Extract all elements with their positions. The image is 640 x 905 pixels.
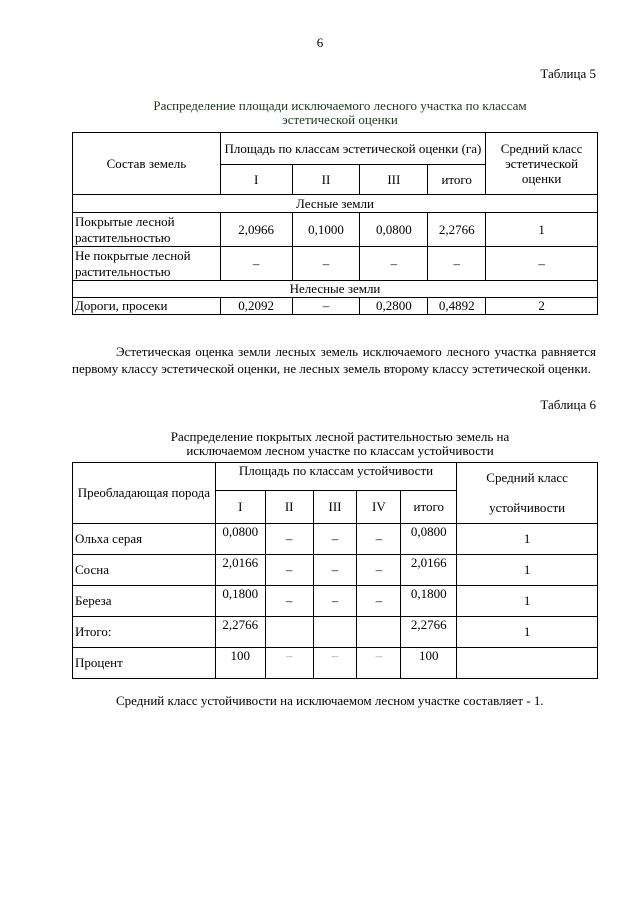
table-cell: – — [292, 247, 360, 281]
table-cell: – — [265, 555, 313, 586]
table-cell — [313, 617, 357, 648]
table6-subcol-4: IV — [357, 491, 401, 524]
table6-row2-name: Сосна — [73, 555, 216, 586]
table-row — [73, 586, 598, 617]
table6-header-area: Площадь по классам устойчивости — [215, 463, 456, 491]
table-row — [73, 617, 598, 648]
table6-row1-name: Ольха серая — [73, 524, 216, 555]
table-row — [73, 247, 598, 281]
table-cell: – — [360, 247, 428, 281]
table-cell: – — [220, 247, 292, 281]
table-row — [73, 555, 598, 586]
table-cell: 0,2800 — [360, 298, 428, 315]
table6-subcol-2: II — [265, 491, 313, 524]
table6-title — [60, 430, 620, 458]
table6-header-avg-class — [457, 463, 598, 524]
table-cell: – — [313, 586, 357, 617]
table-cell: 1 — [486, 213, 598, 247]
table-cell: 0,0800 — [360, 213, 428, 247]
table6-title-line2: исключаемом лесном участке по классам устойчивости — [186, 443, 494, 458]
table6-label: Таблица 6 — [540, 397, 596, 412]
table-row — [73, 213, 598, 247]
table-cell: 2,2766 — [401, 617, 457, 648]
table-cell: 100 — [215, 648, 265, 679]
table-cell: 2,2766 — [215, 617, 265, 648]
table-cell: – — [265, 586, 313, 617]
table5-label: Таблица 5 — [540, 66, 596, 81]
table-cell: 100 — [401, 648, 457, 679]
table6-header-species: Преобладающая порода — [73, 463, 216, 524]
table6-header-avg-line2: устойчивости — [489, 500, 566, 515]
table-cell: – — [313, 648, 357, 679]
table-cell: 2,2766 — [428, 213, 486, 247]
table-cell: 2,0966 — [220, 213, 292, 247]
table5-section-nonforest: Нелесные земли — [73, 281, 598, 298]
table-cell: 0,1000 — [292, 213, 360, 247]
table5-subcol-1: I — [220, 165, 292, 195]
table-cell: 0,0800 — [401, 524, 457, 555]
table6-row4-name: Итого: — [73, 617, 216, 648]
table5-header-area: Площадь по классам эстетической оценки (га) — [220, 133, 485, 165]
table-row — [73, 648, 598, 679]
table5-title-line1: Распределение площади исключаемого лесного участка по классам — [153, 98, 527, 113]
table-cell: – — [428, 247, 486, 281]
table5-title — [80, 99, 600, 127]
table-cell: 0,1800 — [401, 586, 457, 617]
table-cell: 2,0166 — [215, 555, 265, 586]
table6-subcol-total: итого — [401, 491, 457, 524]
table-cell: 0,1800 — [215, 586, 265, 617]
table5-row3-name: Дороги, просеки — [73, 298, 221, 315]
table-cell: – — [357, 524, 401, 555]
table5-section-forest: Лесные земли — [73, 195, 598, 213]
table-cell: – — [357, 555, 401, 586]
table-cell: – — [357, 648, 401, 679]
table-cell: – — [357, 586, 401, 617]
table6-header-avg-line1: Средний класс — [486, 470, 568, 485]
table5-row2-name: Не покрытые лесной растительностью — [73, 247, 221, 281]
table-cell: 0,4892 — [428, 298, 486, 315]
table5 — [72, 132, 598, 315]
table-cell: 2,0166 — [401, 555, 457, 586]
table5-header-composition: Состав земель — [73, 133, 221, 195]
table-row — [73, 298, 598, 315]
table-row — [73, 524, 598, 555]
table-cell: 1 — [457, 586, 598, 617]
table-cell: 0,2092 — [220, 298, 292, 315]
table5-subcol-2: II — [292, 165, 360, 195]
table6-subcol-1: I — [215, 491, 265, 524]
table6-subcol-3: III — [313, 491, 357, 524]
table5-row1-name: Покрытые лесной растительностью — [73, 213, 221, 247]
table-cell: – — [313, 524, 357, 555]
table-cell: 2 — [486, 298, 598, 315]
table6 — [72, 462, 598, 679]
table5-subcol-3: III — [360, 165, 428, 195]
table6-title-line1: Распределение покрытых лесной растительностью земель на — [170, 429, 510, 444]
table-cell: – — [486, 247, 598, 281]
page-number: 6 — [316, 35, 324, 50]
table-cell — [265, 617, 313, 648]
paragraph-aesthetic: Эстетическая оценка земли лесных земель исключаемого лесного участка равняется первому классу эстетической оценки, не лесных земель второму классу эстетической оценки. — [72, 344, 596, 376]
table-cell: – — [313, 555, 357, 586]
paragraph-stability: Средний класс устойчивости на исключаемом лесном участке составляет - 1. — [116, 693, 544, 708]
table-cell: – — [292, 298, 360, 315]
table-cell: 1 — [457, 617, 598, 648]
table-cell: 0,0800 — [215, 524, 265, 555]
table-cell: 1 — [457, 524, 598, 555]
table6-row5-name: Процент — [73, 648, 216, 679]
table5-title-line2: эстетической оценки — [282, 112, 398, 127]
table-cell — [457, 648, 598, 679]
table-cell: 1 — [457, 555, 598, 586]
table-cell: – — [265, 524, 313, 555]
table6-row3-name: Береза — [73, 586, 216, 617]
table-cell — [357, 617, 401, 648]
table5-subcol-total: итого — [428, 165, 486, 195]
table5-header-avg-class: Средний класс эстетической оценки — [486, 133, 598, 195]
table-cell: – — [265, 648, 313, 679]
